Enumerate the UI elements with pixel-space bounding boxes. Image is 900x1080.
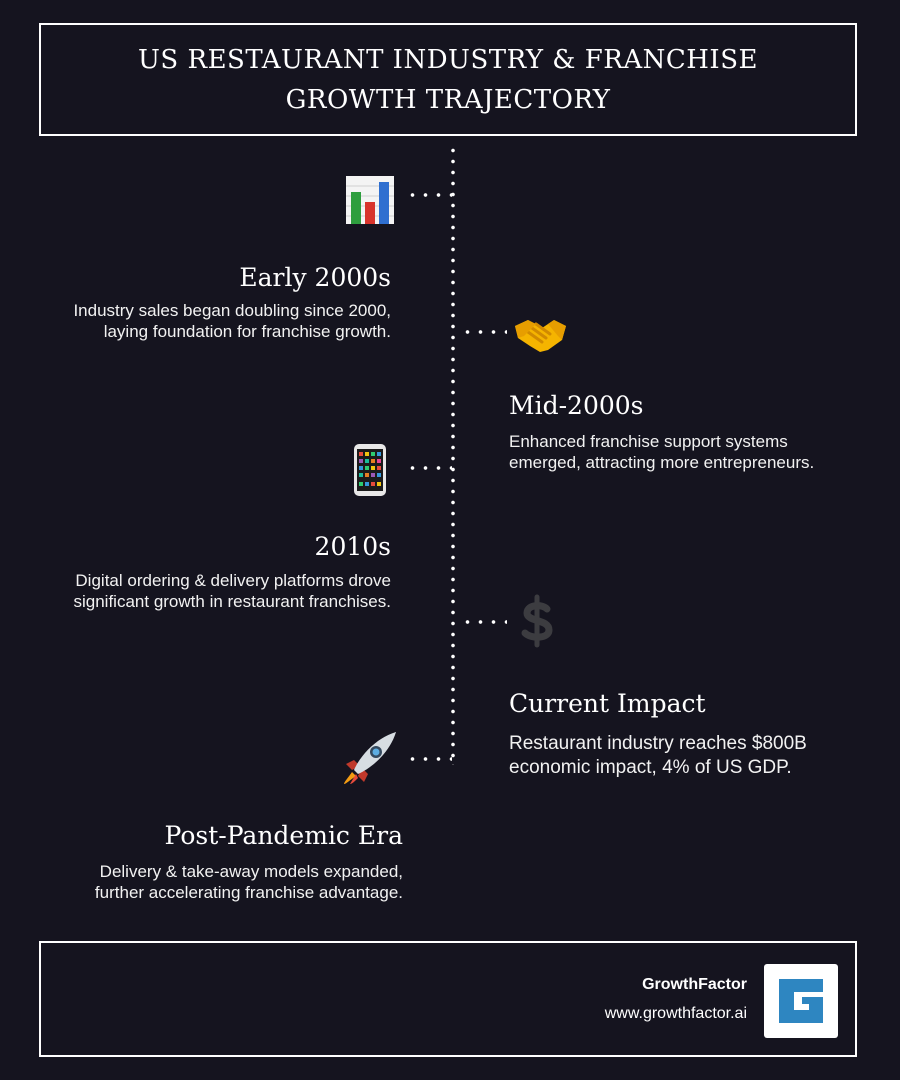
- title-box: [39, 23, 857, 136]
- brand-url[interactable]: www.growthfactor.ai: [604, 1005, 747, 1022]
- dollar-sign-icon: [509, 593, 565, 649]
- event-description: [11, 570, 391, 612]
- event-title: Post-Pandemic Era: [164, 821, 403, 850]
- event-description-line: Digital ordering & delivery platforms drove: [75, 571, 391, 590]
- timeline-connector: [461, 620, 507, 624]
- event-title: Mid-2000s: [509, 391, 644, 420]
- handshake-icon: [512, 306, 568, 362]
- event-description: [11, 300, 391, 342]
- event-description-line: laying foundation for franchise growth.: [103, 322, 391, 341]
- timeline-connector: [406, 466, 452, 470]
- brand-name: GrowthFactor: [642, 976, 747, 993]
- footer: [39, 941, 857, 1057]
- bar-chart-icon: [342, 172, 398, 228]
- event-title: 2010s: [314, 532, 391, 561]
- page-title: US RESTAURANT INDUSTRY & FRANCHISE GROWTH TRAJECTORY: [138, 44, 758, 115]
- timeline-connector: [406, 193, 452, 197]
- event-description-line: Restaurant industry reaches $800B: [509, 733, 807, 754]
- event-title: Current Impact: [509, 689, 706, 718]
- event-description-line: significant growth in restaurant franchises.: [73, 592, 391, 611]
- mobile-phone-icon: [342, 442, 398, 498]
- event-description-line: Delivery & take-away models expanded,: [99, 862, 403, 881]
- event-description-line: Industry sales began doubling since 2000,: [73, 301, 391, 320]
- event-description-line: economic impact, 4% of US GDP.: [509, 757, 792, 778]
- growthfactor-g-logo-icon: [764, 964, 838, 1038]
- event-description: [23, 861, 403, 903]
- timeline-line: [451, 145, 455, 765]
- timeline-connector: [461, 330, 507, 334]
- event-description-line: further accelerating franchise advantage.: [94, 883, 403, 902]
- event-description: [509, 732, 889, 780]
- timeline-connector: [406, 757, 452, 761]
- rocket-icon: [342, 730, 398, 786]
- event-description-line: Enhanced franchise support systems: [509, 432, 788, 451]
- event-title: Early 2000s: [239, 263, 391, 292]
- event-description-line: emerged, attracting more entrepreneurs.: [509, 453, 815, 472]
- event-description: [509, 431, 889, 473]
